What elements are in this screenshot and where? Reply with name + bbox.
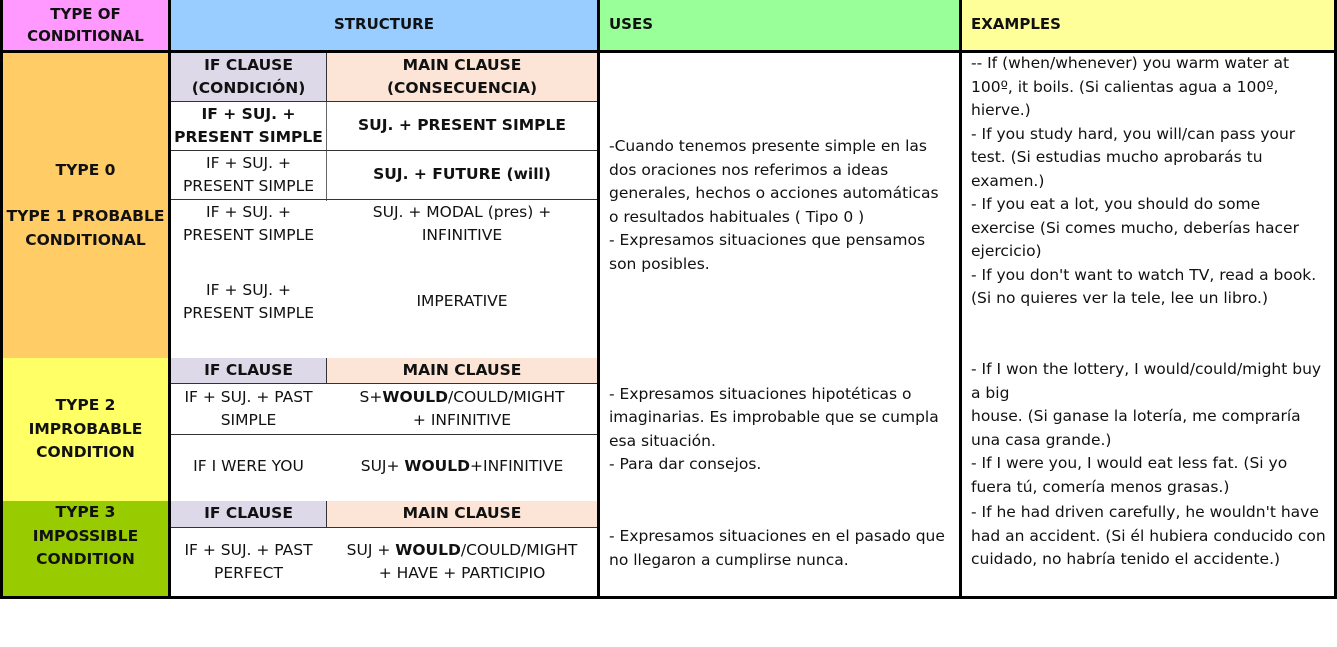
divider-s1-r1 — [171, 150, 597, 151]
divider-s2-vertical — [326, 358, 327, 384]
s3-main-clause-header: MAIN CLAUSE — [402, 504, 522, 523]
border-col3 — [959, 0, 962, 599]
s2-if-clause-header: IF CLAUSE — [204, 360, 293, 379]
s1-row2-if: IF + SUJ. + PRESENT SIMPLE — [182, 153, 315, 195]
header-type-line2: CONDITIONAL — [27, 27, 144, 45]
divider-s2-head — [171, 383, 597, 384]
uses-type0-1: -Cuando tenemos presente simple en las dos oraciones nos referimos a ideas generales, hechos o acciones automáticas o resultados habituales ( Tipo 0 ) - Expresamos situaciones que pensamos son posibles. — [609, 137, 939, 273]
type1-line1: TYPE 1 PROBABLE — [6, 207, 165, 226]
border-left — [0, 0, 3, 599]
divider-s1-r2 — [171, 199, 597, 200]
s1-row2-main: SUJ. + FUTURE (will) — [373, 165, 551, 184]
s1-row1-main: SUJ. + PRESENT SIMPLE — [358, 116, 566, 135]
header-type-of-conditional — [3, 0, 168, 50]
header-uses: USES — [609, 15, 654, 34]
s3-row1-if: IF + SUJ. + PAST PERFECT — [184, 540, 313, 582]
type1-line2: CONDITIONAL — [25, 230, 146, 249]
border-col1 — [168, 0, 171, 599]
s1-if-clause-header: IF CLAUSE (CONDICIÓN) — [191, 55, 306, 97]
s1-main-clause-header: MAIN CLAUSE (CONSECUENCIA) — [386, 55, 538, 97]
header-structure: STRUCTURE — [334, 15, 434, 34]
s1-row4-if: IF + SUJ. + PRESENT SIMPLE — [182, 280, 315, 322]
s2-row1-if: IF + SUJ. + PAST SIMPLE — [184, 387, 313, 429]
s3-row1-main: SUJ + WOULD/COULD/MIGHT + HAVE + PARTICIPIO — [346, 540, 578, 582]
border-top-header-bottom — [0, 50, 1337, 53]
examples-type0-1: -- If (when/whenever) you warm water at 100º, it boils. (Si calientas agua a 100º, hierve.) - If you study hard, you will/can pass your test. (Si estudias mucho aprobarás tu examen.) - If you eat a lot, you should do some exercise (Si comes mucho, deberías hacer ejercicio) - If you don't want to watch TV, read a book. (Si no quieres ver la tele, lee un libro.) — [971, 54, 1317, 307]
uses-type3: - Expresamos situaciones en el pasado que no llegaron a cumplirse nunca. — [609, 527, 945, 569]
header-examples: EXAMPLES — [971, 15, 1061, 34]
type3-label: TYPE 3 IMPOSSIBLE CONDITION — [32, 503, 139, 568]
divider-s3-head — [171, 527, 597, 528]
s2-row2-main: SUJ+ WOULD+INFINITIVE — [360, 457, 564, 476]
s2-row2-if: IF I WERE YOU — [193, 457, 304, 476]
type0-label: TYPE 0 TYPE 1 PROBABLE CONDITIONAL — [3, 53, 168, 358]
uses-type2: - Expresamos situaciones hipotéticas o imaginarias. Es improbable que se cumpla esa situación. - Para dar consejos. — [609, 384, 939, 473]
border-col2 — [597, 0, 600, 599]
s2-row1-main: S+WOULD/COULD/MIGHT + INFINITIVE — [359, 387, 565, 429]
divider-s1-head — [171, 101, 597, 102]
s3-if-clause-header: IF CLAUSE — [204, 504, 293, 523]
divider-s1-vertical — [326, 53, 327, 101]
s1-row3-main: SUJ. + MODAL (pres) + INFINITIVE — [372, 202, 552, 244]
divider-s3-vertical — [326, 501, 327, 528]
s1-row1-if: IF + SUJ. + PRESENT SIMPLE — [174, 104, 323, 146]
s2-main-clause-header: MAIN CLAUSE — [402, 360, 522, 379]
s1-row3-if: IF + SUJ. + PRESENT SIMPLE — [182, 202, 315, 244]
header-type-line1: TYPE OF — [50, 5, 121, 23]
border-bottom — [0, 596, 1337, 599]
type2-label: TYPE 2 IMPROBABLE CONDITION — [28, 396, 143, 462]
divider-s2-r1 — [171, 434, 597, 435]
examples-type2: - If I won the lottery, I would/could/might buy a big house. (Si ganase la lotería, me compraría una casa grande.) - If I were you, I would eat less fat. (Si yo fuera tú, comería menos grasas.) — [971, 360, 1322, 496]
divider-s1-vertical-body — [326, 101, 327, 201]
examples-type3: - If he had driven carefully, he wouldn't have had an accident. (Si él hubiera conducido con cuidado, no habría tenido el accidente.) — [971, 503, 1326, 568]
s1-row4-main: IMPERATIVE — [416, 292, 508, 311]
